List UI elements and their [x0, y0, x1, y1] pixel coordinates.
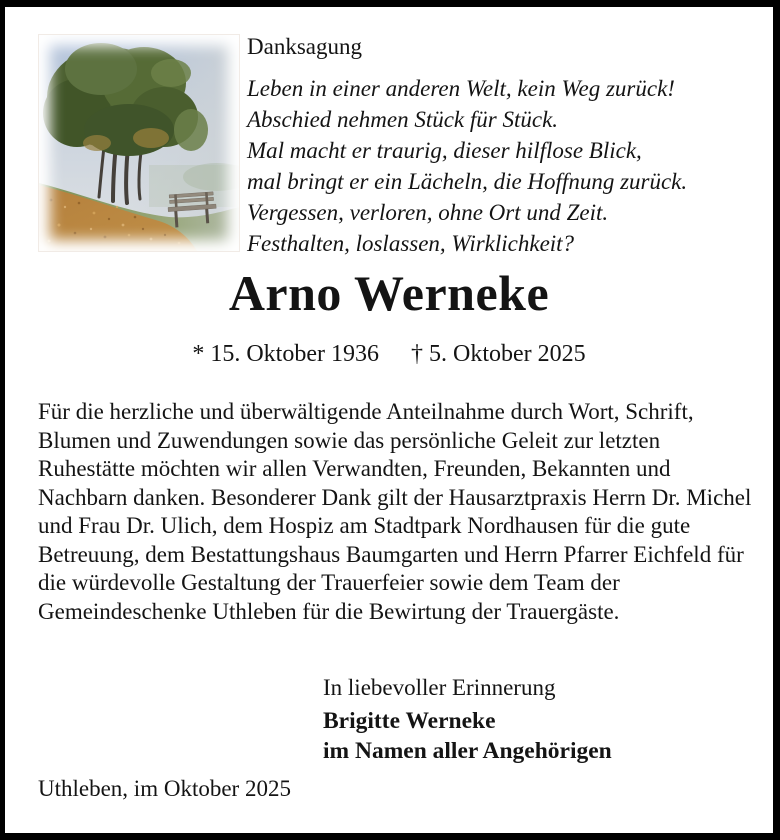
obituary-sheet — [5, 7, 773, 833]
memorial-photo-illustration — [39, 35, 239, 251]
poem-line: Festhalten, loslassen, Wirklichkeit? — [247, 231, 575, 256]
remembrance-line: In liebevoller Erinnerung — [323, 675, 556, 700]
mourner-names — [323, 706, 612, 766]
poem-line: mal bringt er ein Lächeln, die Hoffnung zurück. — [247, 169, 688, 194]
signature-block — [323, 673, 612, 766]
notice-heading: Danksagung — [247, 34, 362, 59]
deceased-name: Arno Werneke — [228, 265, 550, 321]
life-dates — [5, 341, 773, 368]
birth-date: * 15. Oktober 1936 — [192, 341, 379, 367]
poem-line: Mal macht er traurig, dieser hilflose Blick, — [247, 138, 642, 163]
memorial-photo — [38, 34, 240, 252]
mourner-sub: im Namen aller Angehörigen — [323, 738, 612, 764]
mourner-name: Brigitte Werneke — [323, 708, 496, 734]
poem-line: Abschied nehmen Stück für Stück. — [247, 107, 559, 132]
death-date: † 5. Oktober 2025 — [411, 341, 586, 367]
poem-line: Leben in einer anderen Welt, kein Weg zurück! — [247, 76, 675, 101]
poem-line: Vergessen, verloren, ohne Ort und Zeit. — [247, 200, 609, 225]
memorial-poem — [247, 73, 687, 259]
thank-you-paragraph: Für die herzliche und überwältigende Anteilnahme durch Wort, Schrift, Blumen und Zuwendungen sowie das persönliche Geleit zur letzten Ruhestätte möchten wir allen Verwandten, Freunden, Bekannten und Nachbarn danken. Besonderer Dank gilt der Hausarztpraxis Herrn Dr. Michel und Frau Dr. Ulich, dem Hospiz am Stadtpark Nordhausen für die gute Betreuung, dem Bestattungshaus Baumgarten und Herrn Pfarrer Eichfeld für die würdevolle Gestaltung der Trauerfeier sowie dem Team der Gemeindeschenke Uthleben für die Bewirtung der Trauergäste. — [38, 399, 752, 624]
place-date-line: Uthleben, im Oktober 2025 — [38, 776, 291, 801]
